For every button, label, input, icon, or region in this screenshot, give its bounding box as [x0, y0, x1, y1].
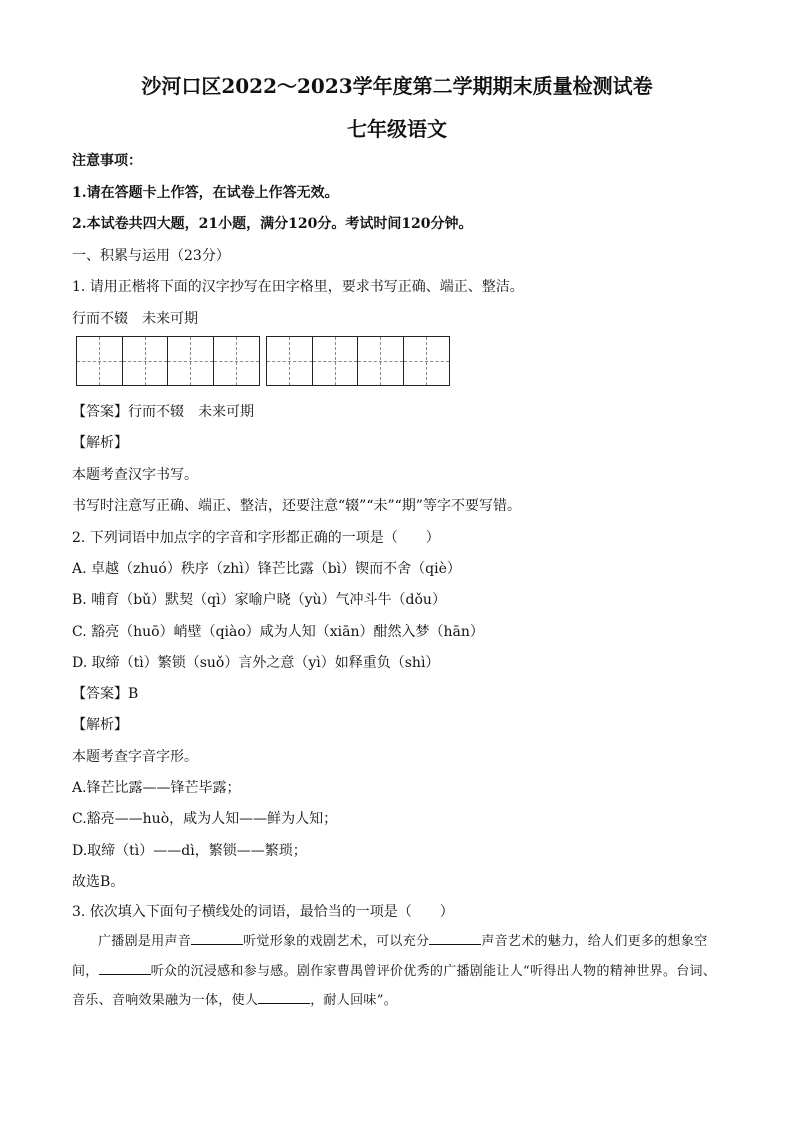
tianzige-cell — [168, 337, 214, 385]
q1-answer: 【答案】行而不辍 未来可期 — [72, 404, 254, 420]
q3-passage-part-1: 广播剧是用声音 — [98, 934, 192, 949]
fill-blank-2 — [429, 930, 481, 945]
notes-heading: 注意事项： — [72, 153, 142, 169]
q2-analysis-4: D.取缔（tì）——dì，繁锁——繁琐； — [72, 843, 307, 859]
fill-blank-3 — [99, 960, 151, 975]
q1-analysis-1: 本题考查汉字书写。 — [72, 467, 198, 483]
tianzige-cell — [214, 337, 260, 385]
tianzige-cell — [123, 337, 169, 385]
tianzige-group-2 — [266, 336, 450, 386]
tianzige-cell — [358, 337, 404, 385]
q1-analysis-label: 【解析】 — [72, 435, 128, 451]
fill-blank-4 — [258, 989, 310, 1004]
q2-answer: 【答案】B — [72, 686, 139, 702]
q2-option-a: A. 卓越（zhuó）秩序（zhì）锋芒比露（bì）锲而不舍（qiè） — [72, 561, 461, 577]
q2-option-b: B. 哺育（bǔ）默契（qì）家喻户晓（yù）气冲斗牛（dǒu） — [72, 592, 446, 608]
notes-item-2: 2.本试卷共四大题，21小题，满分120分。考试时间120分钟。 — [72, 216, 473, 232]
q3-stem: 3. 依次填入下面句子横线处的词语，最恰当的一项是（ ） — [72, 904, 454, 920]
q1-stem: 1. 请用正楷将下面的汉字抄写在田字格里，要求书写正确、端正、整洁。 — [72, 279, 524, 295]
q2-option-c: C. 豁亮（huō）峭壁（qiào）咸为人知（xiān）酣然入梦（hān） — [72, 624, 484, 640]
exam-subtitle: 七年级语文 — [347, 117, 447, 141]
q2-analysis-label: 【解析】 — [72, 717, 128, 733]
q3-passage — [72, 927, 724, 1016]
q1-analysis-2: 书写时注意写正确、端正、整洁，还要注意“辍”“未”“期”等字不要写错。 — [72, 498, 521, 514]
notes-item-1: 1.请在答题卡上作答，在试卷上作答无效。 — [72, 185, 339, 201]
q3-passage-part-3: 声音艺术的魅力，给人们更多的想象空间， — [72, 934, 708, 979]
section-heading: 一、积累与运用（23分） — [72, 248, 230, 264]
fill-blank-1 — [191, 930, 243, 945]
tianzige-cell — [313, 337, 359, 385]
q2-analysis-1: 本题考查字音字形。 — [72, 749, 198, 765]
q3-passage-part-5: ，耐人回味”。 — [310, 993, 397, 1008]
q2-analysis-2: A.锋芒比露——锋芒毕露； — [72, 780, 241, 796]
q2-stem: 2. 下列词语中加点字的字音和字形都正确的一项是（ ） — [72, 530, 440, 546]
exam-title: 沙河口区2022～2023学年度第二学期期末质量检测试卷 — [141, 74, 653, 98]
q2-analysis-5: 故选B。 — [72, 874, 125, 890]
q2-option-d: D. 取缔（tì）繁锁（suǒ）言外之意（yì）如释重负（shì） — [72, 655, 440, 671]
tianzige-cell — [267, 337, 313, 385]
tianzige-cell — [404, 337, 450, 385]
tianzige-group-1 — [76, 336, 260, 386]
q2-analysis-3: C.豁亮——huò，咸为人知——鲜为人知； — [72, 811, 338, 827]
q3-passage-part-2: 听觉形象的戏剧艺术，可以充分 — [243, 934, 430, 949]
tianzige-cell — [77, 337, 123, 385]
q1-words: 行而不辍 未来可期 — [72, 311, 198, 327]
q3-passage-part-4: 听众的沉浸感和参与感。剧作家曹禺曾评价优秀的广播剧能让人“听得出人物的精神世界。台词、音乐、音响效果融为一体，使人 — [72, 963, 717, 1008]
